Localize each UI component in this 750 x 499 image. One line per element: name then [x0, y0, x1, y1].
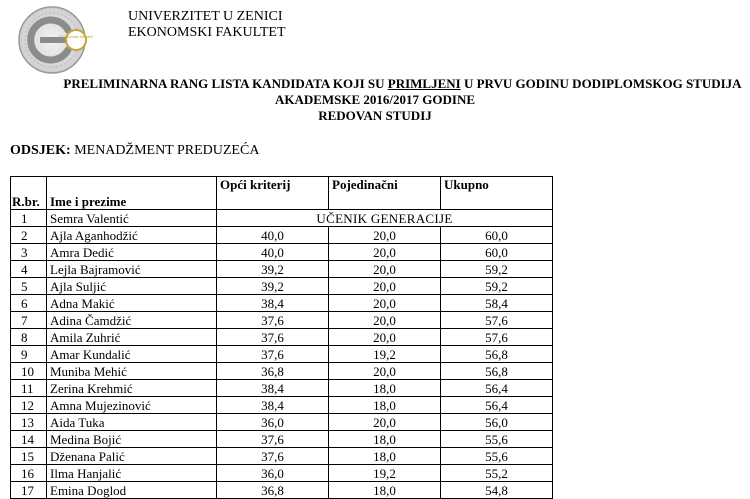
title-line-3: REDOVAN STUDIJ — [318, 108, 432, 123]
cell-opci: 40,0 — [217, 227, 329, 244]
cell-pojedinacni: 18,0 — [329, 448, 441, 465]
cell-ukupno: 56,8 — [441, 346, 553, 363]
cell-name: Lejla Bajramović — [47, 261, 217, 278]
cell-ukupno: 60,0 — [441, 227, 553, 244]
cell-rb: 2 — [11, 227, 47, 244]
table-row — [11, 465, 553, 482]
title-line-1-end: U PRVU GODINU DODIPLOMSKOG STUDIJA — [460, 76, 742, 91]
cell-rb: 4 — [11, 261, 47, 278]
cell-pojedinacni: 18,0 — [329, 431, 441, 448]
table-row — [11, 295, 553, 312]
cell-ukupno: 57,6 — [441, 329, 553, 346]
cell-ukupno: 56,0 — [441, 414, 553, 431]
cell-rb: 16 — [11, 465, 47, 482]
cell-pojedinacni: 20,0 — [329, 278, 441, 295]
ranking-table — [10, 176, 553, 499]
cell-name: Semra Valentić — [47, 210, 217, 227]
cell-opci: 36,8 — [217, 363, 329, 380]
table-row — [11, 210, 553, 227]
cell-opci: 37,6 — [217, 431, 329, 448]
cell-ukupno: 56,4 — [441, 397, 553, 414]
cell-pojedinacni: 18,0 — [329, 397, 441, 414]
cell-ukupno: 58,4 — [441, 295, 553, 312]
table-row — [11, 431, 553, 448]
faculty-name: EKONOMSKI FAKULTET — [128, 25, 286, 40]
col-header-ukupno: Ukupno — [441, 177, 553, 210]
cell-opci: 38,4 — [217, 397, 329, 414]
cell-pojedinacni: 20,0 — [329, 414, 441, 431]
cell-pojedinacni: 19,2 — [329, 346, 441, 363]
table-row — [11, 312, 553, 329]
cell-ukupno: 56,4 — [441, 380, 553, 397]
cell-rb: 12 — [11, 397, 47, 414]
table-row — [11, 448, 553, 465]
col-header-opci: Opći kriterij — [217, 177, 329, 210]
cell-opci: 37,6 — [217, 329, 329, 346]
table-header-row — [11, 177, 553, 210]
cell-pojedinacni: 20,0 — [329, 312, 441, 329]
cell-pojedinacni: 18,0 — [329, 380, 441, 397]
cell-rb: 6 — [11, 295, 47, 312]
table-row — [11, 244, 553, 261]
cell-ukupno: 55,6 — [441, 448, 553, 465]
cell-ukupno: 57,6 — [441, 312, 553, 329]
cell-opci: 39,2 — [217, 278, 329, 295]
cell-ukupno: 59,2 — [441, 278, 553, 295]
table-row — [11, 414, 553, 431]
table-row — [11, 329, 553, 346]
title-line-1-start: PRELIMINARNA RANG LISTA KANDIDATA KOJI SU — [63, 76, 388, 91]
cell-rb: 13 — [11, 414, 47, 431]
table-row — [11, 380, 553, 397]
cell-rb: 9 — [11, 346, 47, 363]
cell-name: Ajla Aganhodžić — [47, 227, 217, 244]
cell-rb: 15 — [11, 448, 47, 465]
faculty-logo-icon — [10, 4, 110, 76]
title-line-1 — [55, 76, 750, 92]
faculty-logo — [10, 4, 110, 76]
table-row — [11, 278, 553, 295]
department-value: MENADŽMENT PREDUZEĆA — [70, 143, 260, 158]
cell-opci: 39,2 — [217, 261, 329, 278]
cell-name: Medina Bojić — [47, 431, 217, 448]
cell-ukupno: 60,0 — [441, 244, 553, 261]
cell-opci: 37,6 — [217, 312, 329, 329]
cell-ukupno: 55,2 — [441, 465, 553, 482]
cell-rb: 5 — [11, 278, 47, 295]
cell-name: Muniba Mehić — [47, 363, 217, 380]
cell-rb: 17 — [11, 482, 47, 499]
cell-opci: 36,0 — [217, 414, 329, 431]
cell-name: Aida Tuka — [47, 414, 217, 431]
cell-opci: 37,6 — [217, 346, 329, 363]
table-row — [11, 227, 553, 244]
cell-ukupno: 56,8 — [441, 363, 553, 380]
cell-name: Amila Zuhrić — [47, 329, 217, 346]
document-title — [0, 76, 750, 124]
university-header — [128, 9, 286, 41]
cell-name: Adina Čamdžić — [47, 312, 217, 329]
cell-pojedinacni: 20,0 — [329, 329, 441, 346]
generation-note: UČENIK GENERACIJE — [217, 210, 553, 227]
cell-rb: 11 — [11, 380, 47, 397]
cell-rb: 10 — [11, 363, 47, 380]
col-header-name: Ime i prezime — [47, 177, 217, 210]
cell-opci: 36,8 — [217, 482, 329, 499]
cell-ukupno: 59,2 — [441, 261, 553, 278]
department-line — [10, 143, 259, 159]
cell-rb: 3 — [11, 244, 47, 261]
cell-pojedinacni: 19,2 — [329, 465, 441, 482]
cell-rb: 8 — [11, 329, 47, 346]
cell-name: Emina Doglod — [47, 482, 217, 499]
cell-ukupno: 55,6 — [441, 431, 553, 448]
table-row — [11, 397, 553, 414]
table-row — [11, 346, 553, 363]
department-label: ODSJEK: — [10, 143, 71, 158]
logo-text: Ekonomski fakultet — [59, 34, 93, 39]
cell-rb: 14 — [11, 431, 47, 448]
cell-pojedinacni: 20,0 — [329, 363, 441, 380]
cell-name: Amar Kundalić — [47, 346, 217, 363]
cell-opci: 36,0 — [217, 465, 329, 482]
cell-pojedinacni: 18,0 — [329, 482, 441, 499]
cell-name: Ajla Suljić — [47, 278, 217, 295]
cell-opci: 37,6 — [217, 448, 329, 465]
cell-name: Amna Mujezinović — [47, 397, 217, 414]
cell-name: Adna Makić — [47, 295, 217, 312]
table-row — [11, 482, 553, 499]
university-name: UNIVERZITET U ZENICI — [128, 9, 283, 24]
cell-pojedinacni: 20,0 — [329, 295, 441, 312]
title-line-2: AKADEMSKE 2016/2017 GODINE — [274, 92, 476, 107]
cell-opci: 40,0 — [217, 244, 329, 261]
title-underlined-word: PRIMLJENI — [387, 76, 461, 91]
col-header-rb: R.br. — [11, 177, 47, 210]
cell-name: Dženana Palić — [47, 448, 217, 465]
table-row — [11, 261, 553, 278]
table-row — [11, 363, 553, 380]
cell-rb: 1 — [11, 210, 47, 227]
cell-pojedinacni: 20,0 — [329, 244, 441, 261]
cell-name: Ilma Hanjalić — [47, 465, 217, 482]
cell-opci: 38,4 — [217, 295, 329, 312]
cell-pojedinacni: 20,0 — [329, 227, 441, 244]
cell-name: Amra Dedić — [47, 244, 217, 261]
cell-pojedinacni: 20,0 — [329, 261, 441, 278]
cell-ukupno: 54,8 — [441, 482, 553, 499]
cell-opci: 38,4 — [217, 380, 329, 397]
cell-name: Zerina Krehmić — [47, 380, 217, 397]
col-header-pojedinacni: Pojedinačni — [329, 177, 441, 210]
cell-rb: 7 — [11, 312, 47, 329]
